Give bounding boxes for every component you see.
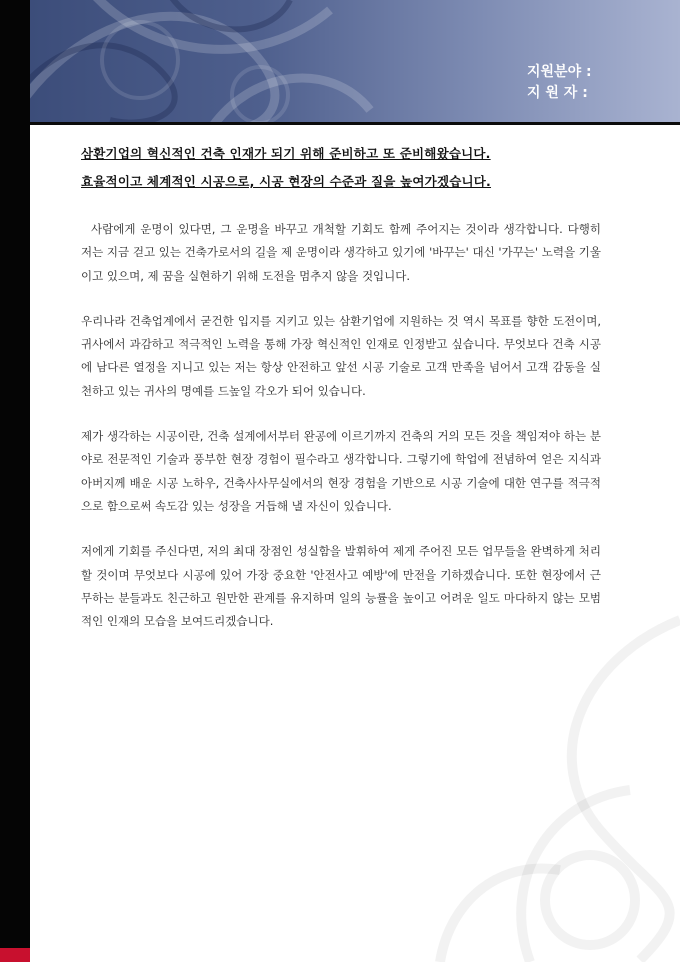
headline-2: 효율적이고 체계적인 시공으로, 시공 현장의 수준과 질을 높여가겠습니다.	[81, 174, 492, 189]
watermark-swirl-pattern	[380, 600, 680, 962]
headline-1: 삼환기업의 혁신적인 건축 인재가 되기 위해 준비하고 또 준비해왔습니다.	[81, 146, 491, 161]
applicant-info	[527, 62, 592, 104]
header-divider	[30, 122, 680, 125]
cover-letter-body	[81, 140, 601, 633]
red-accent-block	[0, 948, 30, 962]
paragraph-3: 제가 생각하는 시공이란, 건축 설계에서부터 완공에 이르기까지 건축의 거의 모든 것을 책임져야 하는 분야로 전문적인 기술과 풍부한 현장 경험이 필수라고 생각합니다. 그렇기에 학업에 전념하여 얻은 지식과 아버지께 배운 시공 노하우, 건축사사무실에서의 현장 경험을 기반으로 시공 기술에 대한 연구를 적극적으로 함으로써 속도감 있는 성장을 거듭해 낼 자신이 있습니다.	[81, 429, 601, 513]
paragraph-1: 사람에게 운명이 있다면, 그 운명을 바꾸고 개척할 기회도 함께 주어지는 것이라 생각합니다. 다행히 저는 지금 걷고 있는 건축가로서의 길을 제 운명이라 생각하고 있기에 '바꾸는' 대신 '가꾸는' 노력을 기울이고 있으며, 제 꿈을 실현하기 위해 도전을 멈추지 않을 것입니다.	[81, 222, 601, 283]
header-banner	[30, 0, 680, 124]
applicant-label: 지 원 자 :	[527, 85, 588, 101]
paragraph-2: 우리나라 건축업계에서 굳건한 입지를 지키고 있는 삼환기업에 지원하는 것 역시 목표를 향한 도전이며, 귀사에서 과감하고 적극적인 노력을 통해 가장 혁신적인 인재로 인정받고 싶습니다. 무엇보다 건축 시공에 남다른 열정을 지니고 있는 저는 항상 안전하고 앞선 시공 기술로 고객 만족을 넘어서 고객 감동을 실천하고 있는 귀사의 명예를 드높일 각오가 되어 있습니다.	[81, 313, 601, 398]
paragraph-4: 저에게 기회를 주신다면, 저의 최대 장점인 성실함을 발휘하여 제게 주어진 모든 업무들을 완벽하게 처리할 것이며 무엇보다 시공에 있어 가장 중요한 '안전사고 예방'에 만전을 기하겠습니다. 또한 현장에서 근무하는 분들과도 친근하고 원만한 관계를 유지하며 일의 능률을 높이고 어려운 일도 마다하지 않는 모범적인 인재의 모습을 보여드리겠습니다.	[81, 544, 601, 629]
field-label: 지원분야 :	[527, 64, 592, 80]
left-sidebar-bar	[0, 0, 30, 962]
